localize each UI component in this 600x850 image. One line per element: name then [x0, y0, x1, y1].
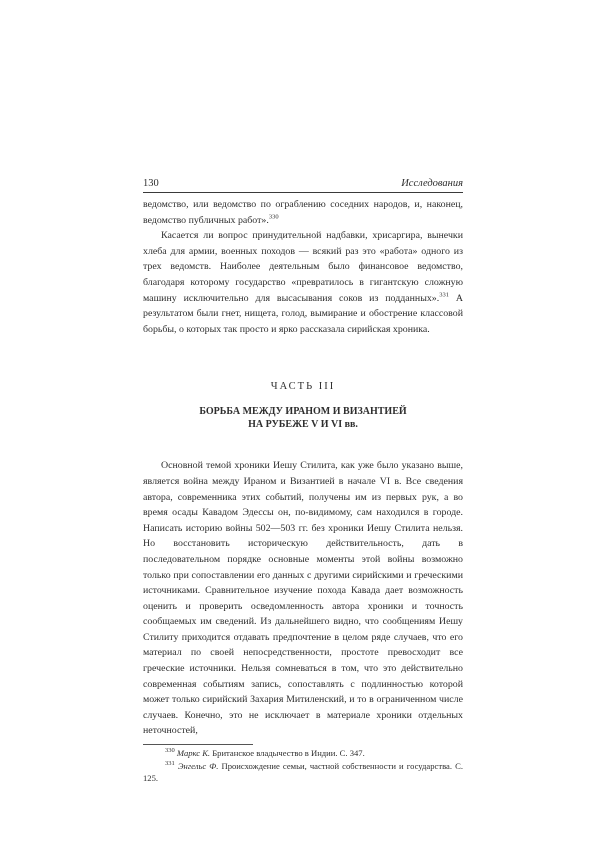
running-title: Исследования	[401, 178, 463, 189]
chapter-heading-line2: НА РУБЕЖЕ V И VI вв.	[248, 419, 358, 431]
spacer	[143, 431, 463, 458]
page-number: 130	[143, 178, 159, 189]
paragraph-main: Основной темой хроники Иешу Стилита, как уже было указано выше, является война между Ираном и Византией в начале VI в. Все сведения автора, современника этих событий, получены им из первых рук, а во время осады Кавадом Эдессы он, по-видимому, сам находился в городе. Написать историю войны 502—503 гг. без хроники Иешу Стилита нельзя. Но восстановить историческую действительность, дать в последовательном порядке основные моменты этой войны возможно только при сопоставлении его данных с другими сирийскими и греческими источниками. Сравнительное изучение похода Кавада дает возможность оценить и проверить осведомленность автора хроники и точность сообщаемых им сведений. Из дальнейшего видно, что сообщениям Иешу Стилиту приходится отдавать предпочтение в целом ряде случаев, что его материал по своей непосредственности, простоте превосходит все греческие источники. Нельзя сомневаться в том, что это действительно современная событиям запись, сопоставлять с подлинностью которой может только сирийский Захария Митиленский, и то в ограниченном числе случаев. Конечно, это не исключает в материале хроники отдельных неточностей,	[143, 460, 463, 737]
header-rule	[143, 192, 463, 193]
chapter-heading-line1: БОРЬБА МЕЖДУ ИРАНОМ И ВИЗАНТИЕЙ	[199, 406, 407, 418]
chapter-heading	[143, 405, 463, 431]
page-body	[143, 197, 463, 785]
footnote-330: $^{330}$ Маркс К. Британское владычество в Индии. С. 347.	[165, 747, 365, 759]
footnotes	[143, 747, 463, 785]
paragraph-ministries: Касается ли вопрос принудительной надбавки, хрисаргира, вынечки хлеба для армии, военных походов — всякий раз это «работа» одного из трех ведомств. Наиболее деятельным было финансовое ведомство, благодаря которому государство «превратилось в гигантскую сложную машину исключительно для высасывания соков из подданных».$^{331}$ А результатом были гнет, нищета, голод, вымирание и обострение классовой борьбы, о которых так просто и ярко рассказала сирийская хроника.	[143, 230, 463, 335]
footnote-331: $^{331}$ Энгельс Ф. Происхождение семьи, частной собственности и государства. С. 125.	[143, 759, 463, 784]
paragraph-continued: ведомство, или ведомство по ограблению соседних народов, и, наконец, ведомство публичных работ».$^{330}$	[143, 199, 463, 226]
footnote-ref-331: 331	[439, 291, 449, 299]
running-header	[143, 178, 463, 189]
part-heading: ЧАСТЬ III	[270, 381, 336, 393]
footnote-rule	[143, 744, 253, 745]
footnote-ref-330: 330	[268, 213, 279, 221]
